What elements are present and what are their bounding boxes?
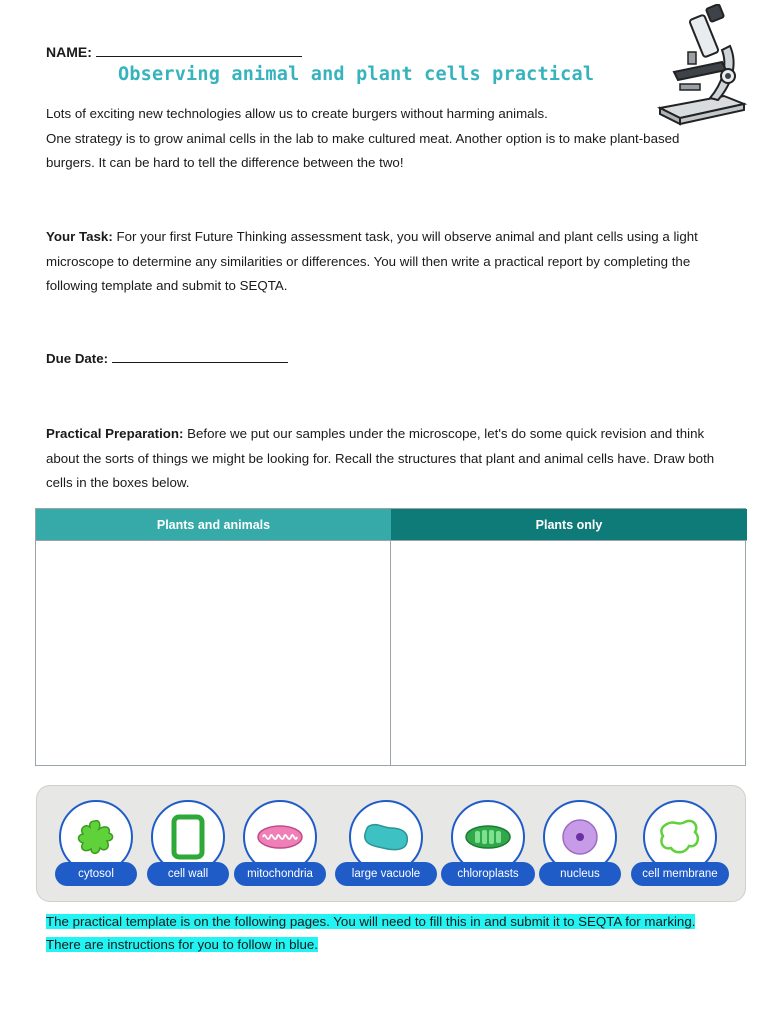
task-paragraph [46,225,736,299]
name-label: NAME: [46,44,92,60]
drawing-box-plants-only[interactable] [391,540,747,765]
legend-label-large-vacuole: large vacuole [335,862,437,886]
task-text: For your first Future Thinking assessment task, you will observe animal and plant cells using a light microscope to determine any similarities or differences. You will then write a practical report by completing the following template and submit to SEQTA. [46,229,698,293]
name-blank-line[interactable] [96,45,302,57]
nucleus-icon [560,817,600,857]
due-date-blank-line[interactable] [112,351,288,363]
name-field [46,44,302,60]
large-vacuole-icon [361,820,411,854]
legend-item-cytosol [53,800,139,886]
intro-line-2: One strategy is to grow animal cells in the lab to make cultured meat. Another option is to make plant-based burgers. It can be hard to tell the difference between the two! [46,130,680,170]
cytosol-icon [73,817,119,857]
legend-label-cell-wall: cell wall [147,862,229,886]
organelle-legend [36,785,746,902]
intro-line-1: Lots of exciting new technologies allow us to create burgers without harming animals. [46,106,548,121]
due-date-field [46,347,288,372]
legend-item-cell-wall [145,800,231,886]
cell-membrane-icon [657,816,703,858]
legend-item-chloroplasts [445,800,531,886]
legend-item-mitochondria [237,800,323,886]
highlighted-note [46,910,706,956]
intro-paragraph [46,102,726,176]
chloroplast-icon [463,822,513,852]
legend-label-nucleus: nucleus [539,862,621,886]
mitochondria-icon [255,822,305,852]
legend-label-cytosol: cytosol [55,862,137,886]
table-header-plants-only: Plants only [391,509,747,540]
legend-label-mitochondria: mitochondria [234,862,326,886]
legend-item-cell-membrane [637,800,723,886]
page-title: Observing animal and plant cells practical [118,64,595,85]
cell-wall-icon [170,814,206,860]
prep-label: Practical Preparation: [46,426,184,441]
prep-paragraph [46,422,736,496]
legend-label-chloroplasts: chloroplasts [441,862,535,886]
legend-item-nucleus [537,800,623,886]
legend-item-large-vacuole [343,800,429,886]
task-label: Your Task: [46,229,113,244]
table-header-plants-and-animals: Plants and animals [36,509,391,540]
cell-drawing-table [35,508,746,766]
due-date-label: Due Date: [46,351,109,366]
legend-label-cell-membrane: cell membrane [631,862,729,886]
prep-text: Before we put our samples under the microscope, let's do some quick revision and think about the sorts of things we might be looking for. Recall the structures that plant and animal cells have. Draw both cells in the boxes below. [46,426,715,490]
highlighted-note-text: The practical template is on the following pages. You will need to fill this in and submit it to SEQTA for marking. There are instructions for you to follow in blue. [46,914,696,952]
drawing-box-plants-and-animals[interactable] [36,540,391,765]
